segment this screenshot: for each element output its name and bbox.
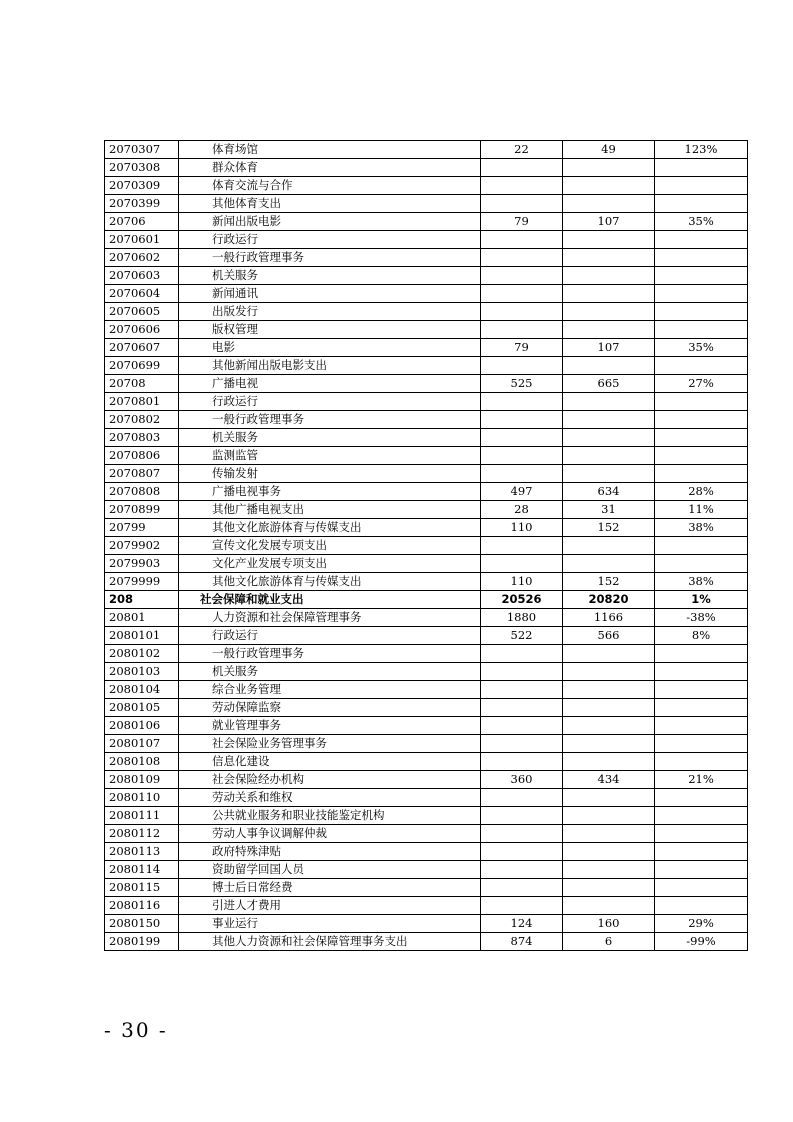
item-name-cell: 其他文化旅游体育与传媒支出 [179, 519, 481, 537]
value-a-cell [481, 843, 563, 861]
change-cell: 35% [655, 339, 748, 357]
change-cell [655, 195, 748, 213]
value-b-cell [563, 807, 655, 825]
value-b-cell [563, 231, 655, 249]
change-cell: 35% [655, 213, 748, 231]
value-b-cell [563, 843, 655, 861]
code-cell: 2080109 [105, 771, 179, 789]
change-cell [655, 789, 748, 807]
table-row [105, 249, 748, 267]
code-cell: 20801 [105, 609, 179, 627]
value-a-cell: 110 [481, 573, 563, 591]
value-a-cell: 79 [481, 213, 563, 231]
value-b-cell [563, 465, 655, 483]
code-cell: 2070803 [105, 429, 179, 447]
value-b-cell: 566 [563, 627, 655, 645]
item-name-cell: 人力资源和社会保障管理事务 [179, 609, 481, 627]
item-name-cell: 文化产业发展专项支出 [179, 555, 481, 573]
change-cell [655, 321, 748, 339]
code-cell: 2080106 [105, 717, 179, 735]
item-name-cell: 电影 [179, 339, 481, 357]
table-row [105, 879, 748, 897]
change-cell [655, 843, 748, 861]
table-row [105, 915, 748, 933]
page-number: - 30 - [104, 1018, 168, 1042]
item-name-cell: 劳动人事争议调解仲裁 [179, 825, 481, 843]
table-row [105, 159, 748, 177]
code-cell: 2080112 [105, 825, 179, 843]
table-row [105, 861, 748, 879]
item-name-cell: 版权管理 [179, 321, 481, 339]
value-a-cell [481, 465, 563, 483]
value-a-cell [481, 879, 563, 897]
value-b-cell [563, 321, 655, 339]
item-name-cell: 劳动保障监察 [179, 699, 481, 717]
item-name-cell: 博士后日常经费 [179, 879, 481, 897]
value-b-cell: 160 [563, 915, 655, 933]
item-name-cell: 广播电视事务 [179, 483, 481, 501]
code-cell: 2070605 [105, 303, 179, 321]
table-row [105, 897, 748, 915]
item-name-cell: 综合业务管理 [179, 681, 481, 699]
value-a-cell [481, 681, 563, 699]
value-b-cell [563, 645, 655, 663]
table-row [105, 825, 748, 843]
change-cell [655, 879, 748, 897]
value-a-cell [481, 285, 563, 303]
value-a-cell [481, 231, 563, 249]
table-row [105, 645, 748, 663]
item-name-cell: 劳动关系和维权 [179, 789, 481, 807]
code-cell: 20708 [105, 375, 179, 393]
change-cell [655, 537, 748, 555]
change-cell: 38% [655, 519, 748, 537]
value-a-cell [481, 663, 563, 681]
code-cell: 2080114 [105, 861, 179, 879]
table-row [105, 483, 748, 501]
code-cell: 2080115 [105, 879, 179, 897]
item-name-cell: 机关服务 [179, 267, 481, 285]
value-b-cell [563, 447, 655, 465]
item-name-cell: 一般行政管理事务 [179, 411, 481, 429]
code-cell: 2070606 [105, 321, 179, 339]
change-cell: 11% [655, 501, 748, 519]
table-row [105, 735, 748, 753]
change-cell [655, 717, 748, 735]
value-a-cell: 79 [481, 339, 563, 357]
table-row [105, 807, 748, 825]
value-a-cell [481, 429, 563, 447]
value-b-cell [563, 357, 655, 375]
table-row [105, 537, 748, 555]
item-name-cell: 体育交流与合作 [179, 177, 481, 195]
value-b-cell: 107 [563, 339, 655, 357]
value-a-cell: 360 [481, 771, 563, 789]
code-cell: 2080102 [105, 645, 179, 663]
table-row [105, 627, 748, 645]
change-cell: 27% [655, 375, 748, 393]
value-a-cell: 497 [481, 483, 563, 501]
code-cell: 2070699 [105, 357, 179, 375]
table-row [105, 681, 748, 699]
code-cell: 2070607 [105, 339, 179, 357]
change-cell [655, 159, 748, 177]
item-name-cell: 资助留学回国人员 [179, 861, 481, 879]
item-name-cell: 新闻通讯 [179, 285, 481, 303]
change-cell [655, 681, 748, 699]
value-b-cell: 20820 [563, 591, 655, 609]
table-row [105, 231, 748, 249]
table-row [105, 933, 748, 951]
table-row [105, 375, 748, 393]
item-name-cell: 就业管理事务 [179, 717, 481, 735]
code-cell: 2070603 [105, 267, 179, 285]
item-name-cell: 社会保障和就业支出 [179, 591, 481, 609]
table-row [105, 789, 748, 807]
item-name-cell: 社会保险业务管理事务 [179, 735, 481, 753]
value-a-cell: 28 [481, 501, 563, 519]
table-row [105, 393, 748, 411]
value-b-cell: 49 [563, 141, 655, 159]
value-b-cell: 434 [563, 771, 655, 789]
change-cell: 8% [655, 627, 748, 645]
code-cell: 2080110 [105, 789, 179, 807]
table-row [105, 663, 748, 681]
item-name-cell: 其他文化旅游体育与传媒支出 [179, 573, 481, 591]
value-b-cell [563, 177, 655, 195]
code-cell: 2079902 [105, 537, 179, 555]
value-b-cell [563, 249, 655, 267]
code-cell: 2070308 [105, 159, 179, 177]
value-b-cell [563, 555, 655, 573]
change-cell: -99% [655, 933, 748, 951]
item-name-cell: 广播电视 [179, 375, 481, 393]
change-cell: 123% [655, 141, 748, 159]
item-name-cell: 一般行政管理事务 [179, 645, 481, 663]
table-row [105, 267, 748, 285]
item-name-cell: 一般行政管理事务 [179, 249, 481, 267]
value-a-cell [481, 267, 563, 285]
code-cell: 2080199 [105, 933, 179, 951]
code-cell: 2080111 [105, 807, 179, 825]
value-a-cell [481, 411, 563, 429]
value-a-cell: 1880 [481, 609, 563, 627]
item-name-cell: 机关服务 [179, 663, 481, 681]
item-name-cell: 其他体育支出 [179, 195, 481, 213]
value-b-cell: 107 [563, 213, 655, 231]
item-name-cell: 新闻出版电影 [179, 213, 481, 231]
change-cell: -38% [655, 609, 748, 627]
change-cell [655, 753, 748, 771]
value-b-cell [563, 195, 655, 213]
change-cell [655, 231, 748, 249]
code-cell: 20799 [105, 519, 179, 537]
change-cell [655, 285, 748, 303]
value-b-cell [563, 861, 655, 879]
table-row [105, 717, 748, 735]
code-cell: 2079903 [105, 555, 179, 573]
value-a-cell [481, 753, 563, 771]
value-a-cell: 20526 [481, 591, 563, 609]
change-cell [655, 177, 748, 195]
change-cell [655, 465, 748, 483]
change-cell: 21% [655, 771, 748, 789]
change-cell [655, 807, 748, 825]
value-a-cell [481, 393, 563, 411]
change-cell [655, 897, 748, 915]
table-body [105, 141, 748, 951]
value-a-cell [481, 645, 563, 663]
code-cell: 2070899 [105, 501, 179, 519]
table-row [105, 321, 748, 339]
change-cell: 29% [655, 915, 748, 933]
code-cell: 2070601 [105, 231, 179, 249]
value-b-cell [563, 789, 655, 807]
table-row [105, 699, 748, 717]
code-cell: 2080113 [105, 843, 179, 861]
item-name-cell: 行政运行 [179, 231, 481, 249]
value-a-cell [481, 249, 563, 267]
change-cell [655, 555, 748, 573]
change-cell [655, 303, 748, 321]
value-a-cell: 525 [481, 375, 563, 393]
table-row [105, 843, 748, 861]
change-cell [655, 357, 748, 375]
value-a-cell: 124 [481, 915, 563, 933]
value-a-cell [481, 177, 563, 195]
value-a-cell [481, 555, 563, 573]
item-name-cell: 出版发行 [179, 303, 481, 321]
item-name-cell: 宣传文化发展专项支出 [179, 537, 481, 555]
value-b-cell: 31 [563, 501, 655, 519]
code-cell: 2080150 [105, 915, 179, 933]
table-row [105, 591, 748, 609]
value-b-cell [563, 879, 655, 897]
item-name-cell: 其他新闻出版电影支出 [179, 357, 481, 375]
code-cell: 208 [105, 591, 179, 609]
code-cell: 2070806 [105, 447, 179, 465]
table-row [105, 411, 748, 429]
value-b-cell [563, 411, 655, 429]
code-cell: 2080107 [105, 735, 179, 753]
change-cell [655, 393, 748, 411]
value-b-cell [563, 159, 655, 177]
value-a-cell [481, 825, 563, 843]
code-cell: 2070802 [105, 411, 179, 429]
value-a-cell [481, 861, 563, 879]
value-a-cell [481, 447, 563, 465]
change-cell [655, 429, 748, 447]
code-cell: 2080105 [105, 699, 179, 717]
value-a-cell [481, 807, 563, 825]
item-name-cell: 政府特殊津贴 [179, 843, 481, 861]
change-cell: 1% [655, 591, 748, 609]
value-a-cell [481, 159, 563, 177]
code-cell: 2080116 [105, 897, 179, 915]
table-row [105, 429, 748, 447]
value-a-cell [481, 357, 563, 375]
item-name-cell: 监测监管 [179, 447, 481, 465]
item-name-cell: 信息化建设 [179, 753, 481, 771]
code-cell: 2079999 [105, 573, 179, 591]
item-name-cell: 传输发射 [179, 465, 481, 483]
value-b-cell [563, 825, 655, 843]
value-b-cell [563, 681, 655, 699]
value-b-cell: 1166 [563, 609, 655, 627]
code-cell: 2070309 [105, 177, 179, 195]
value-b-cell [563, 663, 655, 681]
value-a-cell [481, 303, 563, 321]
item-name-cell: 引进人才费用 [179, 897, 481, 915]
table-row [105, 555, 748, 573]
code-cell: 2070399 [105, 195, 179, 213]
item-name-cell: 行政运行 [179, 393, 481, 411]
code-cell: 2070602 [105, 249, 179, 267]
item-name-cell: 其他人力资源和社会保障管理事务支出 [179, 933, 481, 951]
code-cell: 2070604 [105, 285, 179, 303]
table-row [105, 609, 748, 627]
table-row [105, 177, 748, 195]
code-cell: 20706 [105, 213, 179, 231]
table-row [105, 447, 748, 465]
value-a-cell [481, 789, 563, 807]
value-b-cell: 152 [563, 573, 655, 591]
value-b-cell [563, 303, 655, 321]
value-b-cell: 6 [563, 933, 655, 951]
change-cell [655, 825, 748, 843]
value-b-cell [563, 717, 655, 735]
value-a-cell [481, 735, 563, 753]
table-row [105, 357, 748, 375]
budget-table [104, 140, 748, 951]
item-name-cell: 社会保险经办机构 [179, 771, 481, 789]
code-cell: 2080108 [105, 753, 179, 771]
value-b-cell [563, 735, 655, 753]
table-row [105, 465, 748, 483]
value-b-cell [563, 393, 655, 411]
code-cell: 2080104 [105, 681, 179, 699]
value-a-cell [481, 897, 563, 915]
item-name-cell: 群众体育 [179, 159, 481, 177]
table-row [105, 519, 748, 537]
value-b-cell [563, 753, 655, 771]
item-name-cell: 行政运行 [179, 627, 481, 645]
change-cell [655, 249, 748, 267]
value-a-cell [481, 195, 563, 213]
table-row [105, 753, 748, 771]
value-a-cell [481, 717, 563, 735]
change-cell [655, 447, 748, 465]
change-cell [655, 411, 748, 429]
value-a-cell: 874 [481, 933, 563, 951]
item-name-cell: 体育场馆 [179, 141, 481, 159]
value-b-cell: 634 [563, 483, 655, 501]
code-cell: 2070808 [105, 483, 179, 501]
value-a-cell: 110 [481, 519, 563, 537]
code-cell: 2070807 [105, 465, 179, 483]
value-b-cell [563, 537, 655, 555]
value-b-cell [563, 699, 655, 717]
value-a-cell [481, 699, 563, 717]
change-cell [655, 735, 748, 753]
code-cell: 2080101 [105, 627, 179, 645]
table-row [105, 285, 748, 303]
change-cell [655, 267, 748, 285]
table-row [105, 501, 748, 519]
value-b-cell: 152 [563, 519, 655, 537]
value-b-cell [563, 285, 655, 303]
change-cell [655, 663, 748, 681]
item-name-cell: 公共就业服务和职业技能鉴定机构 [179, 807, 481, 825]
change-cell: 38% [655, 573, 748, 591]
value-b-cell: 665 [563, 375, 655, 393]
table-row [105, 195, 748, 213]
value-b-cell [563, 897, 655, 915]
value-a-cell [481, 321, 563, 339]
table-row [105, 141, 748, 159]
code-cell: 2070307 [105, 141, 179, 159]
value-b-cell [563, 429, 655, 447]
table-row [105, 771, 748, 789]
code-cell: 2080103 [105, 663, 179, 681]
value-a-cell: 22 [481, 141, 563, 159]
change-cell: 28% [655, 483, 748, 501]
change-cell [655, 645, 748, 663]
table-row [105, 339, 748, 357]
value-b-cell [563, 267, 655, 285]
item-name-cell: 机关服务 [179, 429, 481, 447]
table-row [105, 303, 748, 321]
table-row [105, 573, 748, 591]
change-cell [655, 699, 748, 717]
item-name-cell: 其他广播电视支出 [179, 501, 481, 519]
value-a-cell [481, 537, 563, 555]
table-row [105, 213, 748, 231]
code-cell: 2070801 [105, 393, 179, 411]
change-cell [655, 861, 748, 879]
item-name-cell: 事业运行 [179, 915, 481, 933]
value-a-cell: 522 [481, 627, 563, 645]
